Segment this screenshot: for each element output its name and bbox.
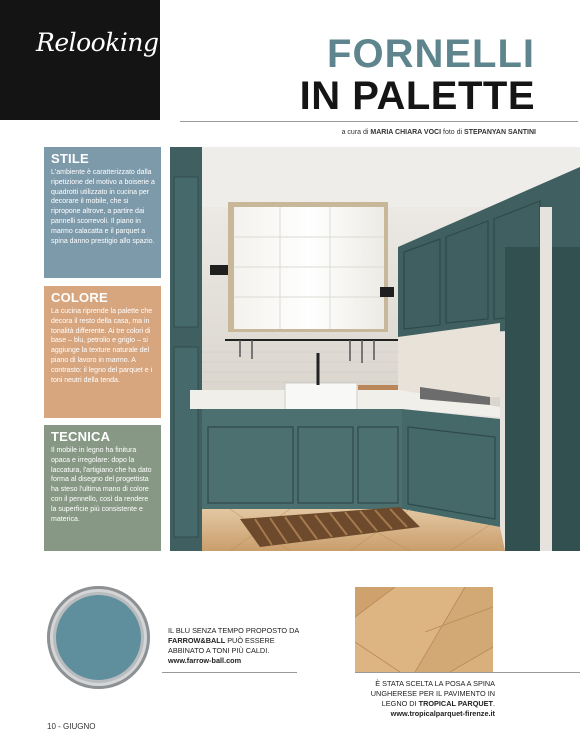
paint-caption-brand: FARROW&BALL xyxy=(168,636,226,645)
parquet-sample-photo xyxy=(355,587,493,672)
paint-caption-site: www.farrow-ball.com xyxy=(168,656,242,665)
floor-caption-prefix: È STATA SCELTA LA POSA A SPINA UNGHERESE PER IL PAVIMENTO IN LEGNO DI xyxy=(370,679,495,708)
paint-caption-rule xyxy=(162,672,297,673)
tecnica-text: Il mobile in legno ha finitura opaca e irregolare: dopo la laccatura, l'artigiano che ha dato forma al disegno del progettista ha steso l'ultima mano di colore con il pennello, così da rendere la superficie più consistente e materica. xyxy=(51,447,152,523)
section-tag xyxy=(0,0,160,120)
credits-author: MARIA CHIARA VOCI xyxy=(370,129,442,136)
colore-box xyxy=(44,286,161,418)
tecnica-box xyxy=(44,425,161,551)
floor-caption-site: www.tropicalparquet-firenze.it xyxy=(390,709,495,718)
paint-caption-suffix: PUÒ ESSERE ABBINATO A TONI PIÙ CALDI. xyxy=(168,636,275,655)
floor-caption: È STATA SCELTA LA POSA A SPINA UNGHERESE PER IL PAVIMENTO IN LEGNO DI TROPICAL PARQUET. www.tropicalparquet-firenze.it xyxy=(370,679,495,718)
kitchen-illustration xyxy=(170,147,580,551)
credits-photographer: STEPANYAN SANTINI xyxy=(464,129,536,136)
stile-text: L'ambiente è caratterizzato dalla ripetizione del motivo a boiserie a quadrotti utilizzato in cucina per decorare il mobile, che si ripropone altrove, a partire dai pannelli scorrevoli. Il piano in marmo calacatta e il parquet a spina danno prestigio allo spazio. xyxy=(51,169,155,245)
title-line-1: FORNELLI xyxy=(327,32,535,76)
floor-caption-rule xyxy=(355,672,580,673)
paint-swatch xyxy=(56,595,141,680)
tecnica-title: TECNICA xyxy=(51,429,111,444)
credits-prefix: a cura di xyxy=(341,129,369,136)
credits-photo-prefix: foto di xyxy=(443,129,463,136)
floor-caption-brand: TROPICAL PARQUET xyxy=(418,699,493,708)
section-label: Relooking xyxy=(36,28,159,57)
paint-caption xyxy=(168,626,306,666)
paint-caption-prefix: IL BLU SENZA TEMPO PROPOSTO DA xyxy=(168,626,299,635)
stile-box xyxy=(44,147,161,278)
colore-title: COLORE xyxy=(51,290,108,305)
header-rule xyxy=(180,121,578,122)
kitchen-photo xyxy=(170,147,580,551)
title-line-2: IN PALETTE xyxy=(299,74,535,118)
stile-title: STILE xyxy=(51,151,89,166)
page-folio: 10 - GIUGNO xyxy=(47,722,96,731)
credits xyxy=(342,129,536,136)
parquet-illustration xyxy=(355,587,493,672)
paint-tin-photo xyxy=(47,586,150,689)
colore-text: La cucina riprende la palette che decora il resto della casa, ma in tonalità differente. Ai tre colori di base – blu, petrolio e grigio – si aggiunge la texture naturale del piano di lavoro in marmo. A contrasto: il legno del parquet e i toni neutri della tenda. xyxy=(51,308,153,384)
